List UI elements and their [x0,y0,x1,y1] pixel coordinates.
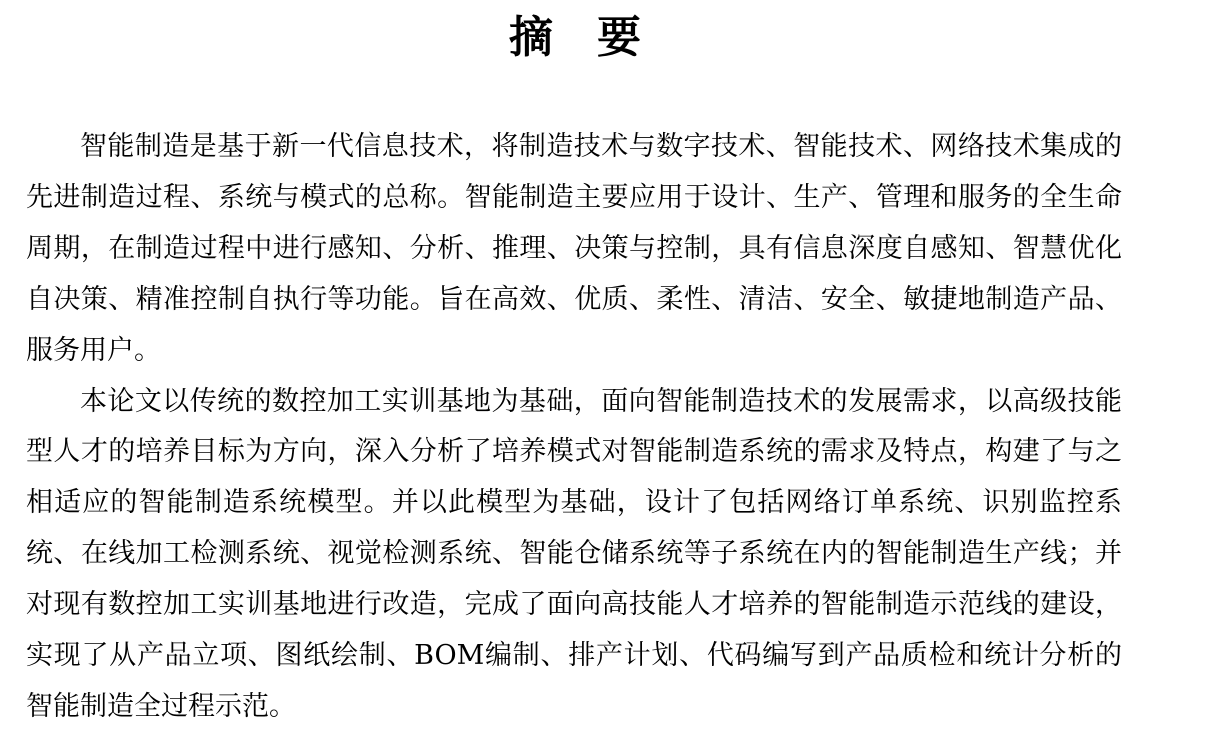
abstract-body [26,122,1122,733]
abstract-paragraph-2: 本论文以传统的数控加工实训基地为基础，面向智能制造技术的发展需求，以高级技能型人才的培养目标为方向，深入分析了培养模式对智能制造系统的需求及特点，构建了与之相适应的智能制造系统模型。并以此模型为基础，设计了包括网络订单系统、识别监控系统、在线加工检测系统、视觉检测系统、智能仓储系统等子系统在内的智能制造生产线；并对现有数控加工实训基地进行改造，完成了面向高技能人才培养的智能制造示范线的建设，实现了从产品立项、图纸绘制、BOM编制、排产计划、代码编写到产品质检和统计分析的智能制造全过程示范。 [26,385,1122,722]
abstract-paragraph-1: 智能制造是基于新一代信息技术，将制造技术与数字技术、智能技术、网络技术集成的先进制造过程、系统与模式的总称。智能制造主要应用于设计、生产、管理和服务的全生命周期，在制造过程中进行感知、分析、推理、决策与控制，具有信息深度自感知、智慧优化自决策、精准控制自执行等功能。旨在高效、优质、柔性、清洁、安全、敏捷地制造产品、服务用户。 [26,131,1122,366]
abstract-title: 摘要 [509,12,685,63]
